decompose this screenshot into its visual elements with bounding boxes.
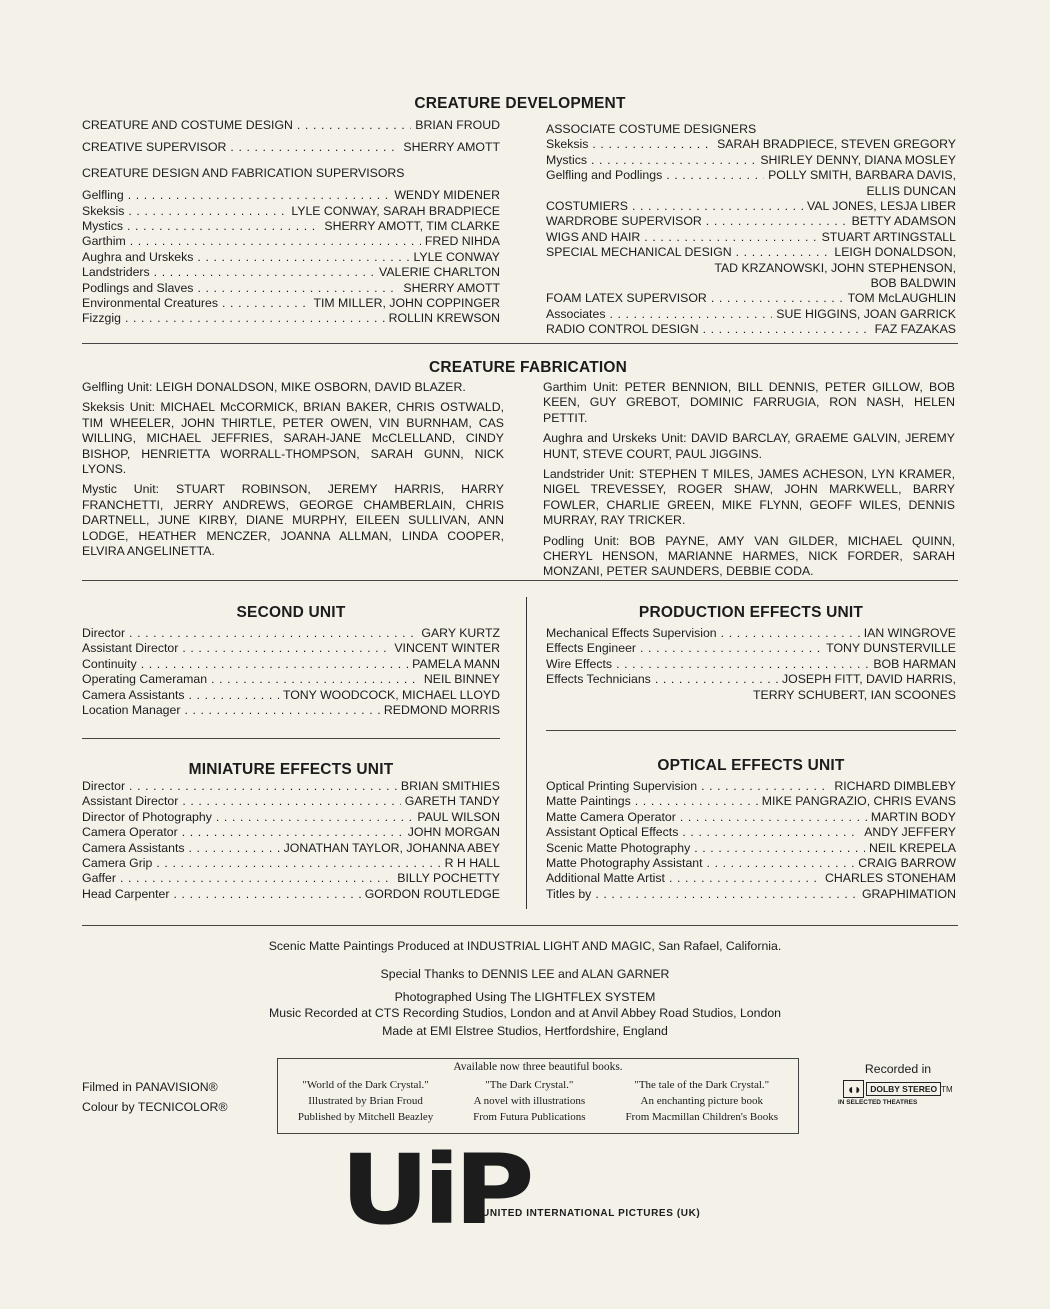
unit-paragraph: Mystic Unit: STUART ROBINSON, JEREMY HARRIS, HARRY FRANCHETTI, JERRY ANDREWS, GEORGE CHAMBERLAIN, CHRIS DARTNELL, JUNE KIRBY, DIANE MURPHY, EILEEN SULLIVAN, ANN LODGE, HEATHER MENCZER, JOANNA ALLMAN, LINDA COOPER, ELVIRA ANGELINETTA. [82,482,504,559]
credit-row: Effects Engineer . . . TONY DUNSTERVILLE [546,641,956,656]
unit-paragraph: Garthim Unit: PETER BENNION, BILL DENNIS, PETER GILLOW, BOB KEEN, GUY GREBOT, DOMINIC FARRUGIA, RON NASH, HELEN PETTIT. [543,380,955,425]
section-divider [546,730,956,731]
credit-row: Matte Paintings . . . MIKE PANGRAZIO, CHRIS EVANS [546,794,956,809]
dot-leader [640,641,822,656]
credit-row: Skeksis . . . SARAH BRADPIECE, STEVEN GREGORY [546,137,956,152]
dot-leader [127,219,320,234]
books-title: Available now three beautiful books. [453,1061,623,1073]
dot-leader [125,311,385,326]
recorded-in-label: Recorded in [864,1062,932,1076]
credit-row: Camera Grip . . . R H HALL [82,856,500,871]
credit-row: Mystics . . . SHERRY AMOTT, TIM CLARKE [82,219,500,234]
music-line: Music Recorded at CTS Recording Studios, London and at Anvil Abbey Road Studios, London [268,1006,781,1020]
dot-leader [129,779,397,794]
credit-row: Gelfling . . . WENDY MIDENER [82,188,500,203]
dot-leader [184,703,379,718]
dot-leader [616,657,869,672]
credit-row: COSTUMIERS . . . VAL JONES, LESJA LIBER [546,199,956,214]
dot-leader [682,825,860,840]
credit-row: Director . . . BRIAN SMITHIES [82,779,500,794]
column-divider [526,597,527,909]
book-item: "The Dark Crystal." A novel with illustrations From Futura Publications [473,1079,586,1123]
credit-row: Podlings and Slaves . . . SHERRY AMOTT [82,281,500,296]
dot-leader [197,281,399,296]
dot-leader [156,856,440,871]
unit-paragraph: Skeksis Unit: MICHAEL McCORMICK, BRIAN BAKER, CHRIS OSTWALD, TIM WHEELER, JOHN THIRTLE, PETER OWEN, VIN BURNHAM, CAS WILLING, MICHAEL JEFFRIES, SARAH-JANE McCLELLAND, CINDY BISHOP, HENRIETTA WORRALL-THOMPSON, SARAH GUNN, NICK LYONS. [82,400,504,477]
credit-row: Location Manager . . . REDMOND MORRIS [82,703,500,718]
miniature-effects-heading: MINIATURE EFFECTS UNIT [188,761,394,778]
credit-row: Fizzgig . . . ROLLIN KREWSON [82,311,500,326]
credit-row: Optical Printing Supervision . . . RICHARD DIMBLEBY [546,779,956,794]
dot-leader [655,672,778,687]
credit-row: Director . . . GARY KURTZ [82,626,500,641]
credit-row: Continuity . . . PAMELA MANN [82,657,500,672]
dot-leader [129,626,417,641]
trademark-mark: TM [941,1084,953,1094]
dot-leader [154,265,375,280]
credit-row: WIGS AND HAIR . . . STUART ARTINGSTALL [546,230,956,245]
credit-row: Mystics . . . SHIRLEY DENNY, DIANA MOSLEY [546,153,956,168]
section-divider [82,925,958,926]
creature-fabrication-right [543,380,955,585]
book-item: "The tale of the Dark Crystal." An enchanting picture book From Macmillan Children's Books [625,1079,779,1123]
miniature-effects-list [82,779,500,902]
uip-logo [340,1134,701,1246]
credit-row: Environmental Creatures . . . TIM MILLER, JOHN COPPINGER [82,296,500,311]
credit-row: FOAM LATEX SUPERVISOR . . . TOM McLAUGHLIN [546,291,956,306]
credit-row: Aughra and Urskeks . . . LYLE CONWAY [82,250,500,265]
credit-row: CREATIVE SUPERVISOR . . . SHERRY AMOTT [82,140,500,155]
section-divider [82,738,500,739]
dot-leader [736,245,831,260]
credit-row: Camera Assistants . . . TONY WOODCOCK, MICHAEL LLOYD [82,688,500,703]
dot-leader [694,841,865,856]
credit-continuation: ELLIS DUNCAN [866,183,956,198]
panavision-line: Filmed in PANAVISION® [82,1080,218,1094]
credit-row: Gelfling and Podlings . . . POLLY SMITH, BARBARA DAVIS, [546,168,956,183]
dot-leader [711,291,844,306]
photographed-line: Photographed Using The LIGHTFLEX SYSTEM [394,990,656,1004]
double-d-icon: ◖◗ [843,1080,864,1098]
section-divider [82,580,958,581]
second-unit-heading: SECOND UNIT [236,604,346,621]
credit-row: Additional Matte Artist . . . CHARLES STONEHAM [546,871,956,886]
credit-row: Effects Technicians . . . JOSEPH FITT, DAVID HARRIS, [546,672,956,687]
credit-row: Assistant Optical Effects . . . ANDY JEFFERY [546,825,956,840]
credit-row: Camera Operator . . . JOHN MORGAN [82,825,500,840]
dot-leader [222,296,309,311]
dot-leader [706,214,848,229]
creature-development-right [546,122,956,338]
production-effects-heading: PRODUCTION EFFECTS UNIT [638,604,864,621]
dot-leader [721,626,860,641]
credit-row: Head Carpenter . . . GORDON ROUTLEDGE [82,887,500,902]
credit-row: Matte Photography Assistant . . . CRAIG BARROW [546,856,956,871]
creature-fabrication-left [82,380,504,564]
dot-leader [182,794,400,809]
credit-row: Camera Assistants . . . JONATHAN TAYLOR, JOHANNA ABEY [82,841,500,856]
credit-row: SPECIAL MECHANICAL DESIGN . . . LEIGH DONALDSON, [546,245,956,260]
dot-leader [230,140,399,155]
dot-leader [707,856,855,871]
dot-leader [592,137,713,152]
credit-row: Garthim . . . FRED NIHDA [82,234,500,249]
dot-leader [197,250,409,265]
unit-paragraph: Podling Unit: BOB PAYNE, AMY VAN GILDER, MICHAEL QUINN, CHERYL HENSON, MARIANNE HARMES, NICK FORDER, SARAH MONZANI, PETER SAUNDERS, DEBBIE CODA. [543,533,955,579]
credit-row: Landstriders . . . VALERIE CHARLTON [82,265,500,280]
credit-row: Director of Photography . . . PAUL WILSON [82,810,500,825]
dot-leader [680,810,867,825]
creature-development-left [82,118,500,327]
dot-leader [609,307,772,322]
credit-row: Assistant Director . . . VINCENT WINTER [82,641,500,656]
dolby-badge [828,1062,968,1106]
book-item: "World of the Dark Crystal." Illustrated by Brian Froud Published by Mitchell Beazley [297,1079,434,1123]
credit-row: Wire Effects . . . BOB HARMAN [546,657,956,672]
credit-row: Gaffer . . . BILLY POCHETTY [82,871,500,886]
production-effects-list [546,626,956,703]
uip-company-name: UNITED INTERNATIONAL PICTURES (UK) [482,1208,701,1219]
dolby-small-print: IN SELECTED THEATRES [838,1099,918,1106]
dot-leader [669,871,821,886]
optical-effects-heading: OPTICAL EFFECTS UNIT [657,757,845,774]
costume-heading: ASSOCIATE COSTUME DESIGNERS [546,122,757,136]
dot-leader [211,672,420,687]
special-thanks-line: Special Thanks to DENNIS LEE and ALAN GARNER [380,967,670,981]
dot-leader [701,779,830,794]
second-unit-list [82,626,500,718]
dot-leader [595,887,858,902]
matte-credit-line: Scenic Matte Paintings Produced at INDUSTRIAL LIGHT AND MAGIC, San Rafael, California. [268,939,782,953]
credit-row: Operating Cameraman . . . NEIL BINNEY [82,672,500,687]
dolby-logo [828,1080,968,1098]
dot-leader [189,688,279,703]
books-box [277,1058,799,1134]
dot-leader [182,641,390,656]
unit-paragraph: Aughra and Urskeks Unit: DAVID BARCLAY, GRAEME GALVIN, JEREMY HUNT, STEVE COURT, PAUL JIGGINS. [543,431,955,461]
unit-paragraph: Landstrider Unit: STEPHEN T MILES, JAMES ACHESON, LYN KRAMER, NIGEL TREVESSEY, ROGER SHAW, JOHN MARKWELL, BARRY FOWLER, CHARLIE GREEN, MIKE FLYNN, GEOFF WILES, DENNIS MURRAY, RAY TRICKER. [543,467,955,528]
dot-leader [635,794,758,809]
credit-row: Mechanical Effects Supervision . . . IAN WINGROVE [546,626,956,641]
dot-leader [666,168,764,183]
supervisors-heading: CREATURE DESIGN AND FABRICATION SUPERVISORS [82,165,405,180]
credit-row: CREATURE AND COSTUME DESIGN . . . BRIAN FROUD [82,118,500,133]
dot-leader [128,204,287,219]
unit-paragraph: Gelfling Unit: LEIGH DONALDSON, MIKE OSBORN, DAVID BLAZER. [82,380,466,394]
credit-row: Assistant Director . . . GARETH TANDY [82,794,500,809]
dolby-mark: DOLBY STEREO [866,1082,941,1096]
uip-wordmark: UiP [340,1134,528,1246]
dot-leader [141,657,408,672]
dot-leader [297,118,411,133]
credit-row: Matte Camera Operator . . . MARTIN BODY [546,810,956,825]
colour-line: Colour by TECNICOLOR® [82,1100,228,1114]
credit-row: RADIO CONTROL DESIGN . . . FAZ FAZAKAS [546,322,956,337]
creature-fabrication-heading: CREATURE FABRICATION [428,359,628,376]
dot-leader [189,841,280,856]
dot-leader [120,871,393,886]
dot-leader [644,230,817,245]
dot-leader [632,199,803,214]
credit-continuation: BOB BALDWIN [870,276,956,291]
credit-row: Skeksis . . . LYLE CONWAY, SARAH BRADPIECE [82,204,500,219]
credit-row: Titles by . . . GRAPHIMATION [546,887,956,902]
dot-leader [216,810,413,825]
made-at-line: Made at EMI Elstree Studios, Hertfordshire, England [382,1024,668,1038]
creature-development-heading: CREATURE DEVELOPMENT [414,95,626,112]
optical-effects-list [546,779,956,902]
credit-row: Scenic Matte Photography . . . NEIL KREPELA [546,841,956,856]
credit-row: WARDROBE SUPERVISOR . . . BETTY ADAMSON [546,214,956,229]
credit-continuation: TERRY SCHUBERT, IAN SCOONES [753,687,956,702]
dot-leader [130,234,421,249]
format-credits [82,1077,228,1117]
credit-row: Associates . . . SUE HIGGINS, JOAN GARRICK [546,307,956,322]
section-divider [82,343,958,344]
dot-leader [591,153,756,168]
dot-leader [128,188,391,203]
dot-leader [174,887,361,902]
dot-leader [703,322,871,337]
dot-leader [182,825,404,840]
credit-continuation: TAD KRZANOWSKI, JOHN STEPHENSON, [714,260,956,275]
